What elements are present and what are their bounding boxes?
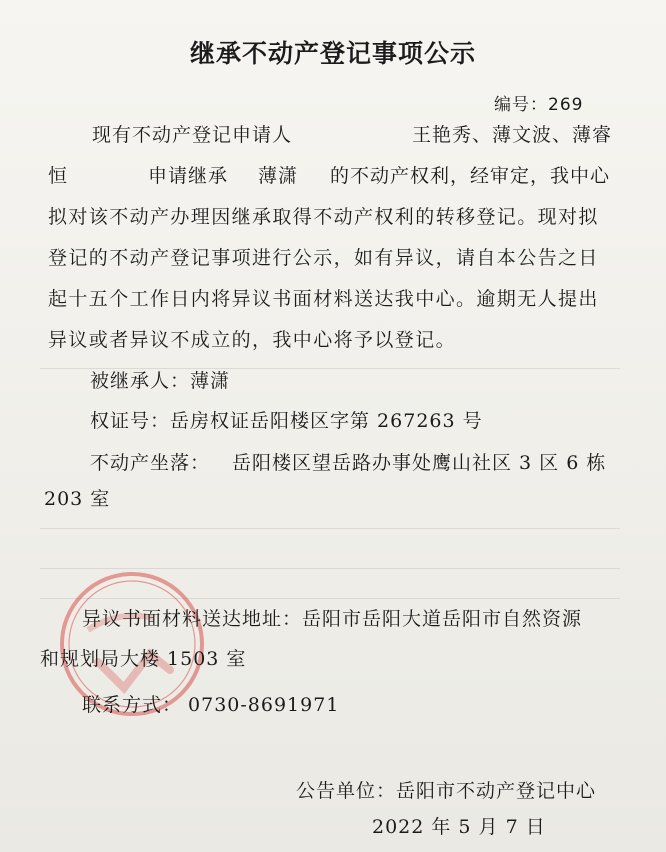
applicant-name-continued: 恒 bbox=[48, 165, 69, 187]
applicant-intro: 现有不动产登记申请人 bbox=[92, 124, 293, 146]
bleed-through-line bbox=[40, 568, 620, 569]
page-title: 继承不动产登记事项公示 bbox=[189, 39, 476, 68]
applicant-names: 王艳秀、薄文波、薄睿 bbox=[412, 124, 613, 146]
paragraph-line-4: 登记的不动产登记事项进行公示，如有异议，请自本公告之日 bbox=[48, 247, 599, 269]
serial-number-value: 269 bbox=[548, 95, 584, 115]
serial-number-label: 编号： bbox=[494, 95, 548, 115]
location-label: 不动产坐落： bbox=[90, 452, 211, 474]
location-value: 岳阳楼区望岳路办事处鹰山社区 3 区 6 栋 bbox=[232, 452, 607, 474]
certificate-label: 权证号： bbox=[90, 410, 171, 432]
apply-inherit-text: 申请继承 bbox=[148, 165, 229, 187]
contact-field bbox=[82, 690, 339, 717]
publisher-field bbox=[296, 776, 596, 803]
paragraph-line-5: 起十五个工作日内将异议书面材料送达我中心。逾期无人提出 bbox=[48, 288, 599, 310]
heir-field bbox=[90, 366, 230, 393]
publisher-value: 岳阳市不动产登记中心 bbox=[396, 780, 597, 802]
deceased-name: 薄潇 bbox=[258, 165, 299, 187]
heir-value: 薄潇 bbox=[190, 370, 231, 392]
paragraph-line-6: 异议或者异议不成立的，我中心将予以登记。 bbox=[48, 329, 457, 351]
address-field bbox=[82, 604, 582, 631]
contact-label: 联系方式： bbox=[82, 694, 183, 716]
location-value-continued: 203 室 bbox=[44, 488, 111, 510]
contact-phone: 0730-8691971 bbox=[188, 694, 340, 716]
address-value: 岳阳市岳阳大道岳阳市自然资源 bbox=[302, 608, 583, 630]
bleed-through-line bbox=[40, 528, 620, 529]
publisher-label: 公告单位： bbox=[296, 780, 397, 802]
paragraph-line-2-end: 的不动产权利，经审定，我中心 bbox=[330, 165, 611, 187]
heir-label: 被继承人： bbox=[90, 370, 191, 392]
certificate-value: 岳房权证岳阳楼区字第 267263 号 bbox=[170, 410, 483, 432]
publish-date: 2022 年 5 月 7 日 bbox=[372, 816, 546, 838]
paragraph-line-1 bbox=[92, 120, 292, 147]
address-label: 异议书面材料送达地址： bbox=[82, 608, 303, 630]
paragraph-line-3: 拟对该不动产办理因继承取得不动产权利的转移登记。现对拟 bbox=[48, 206, 599, 228]
certificate-field bbox=[90, 406, 483, 433]
address-value-continued: 和规划局大楼 1503 室 bbox=[40, 648, 247, 670]
serial-number bbox=[494, 90, 583, 115]
